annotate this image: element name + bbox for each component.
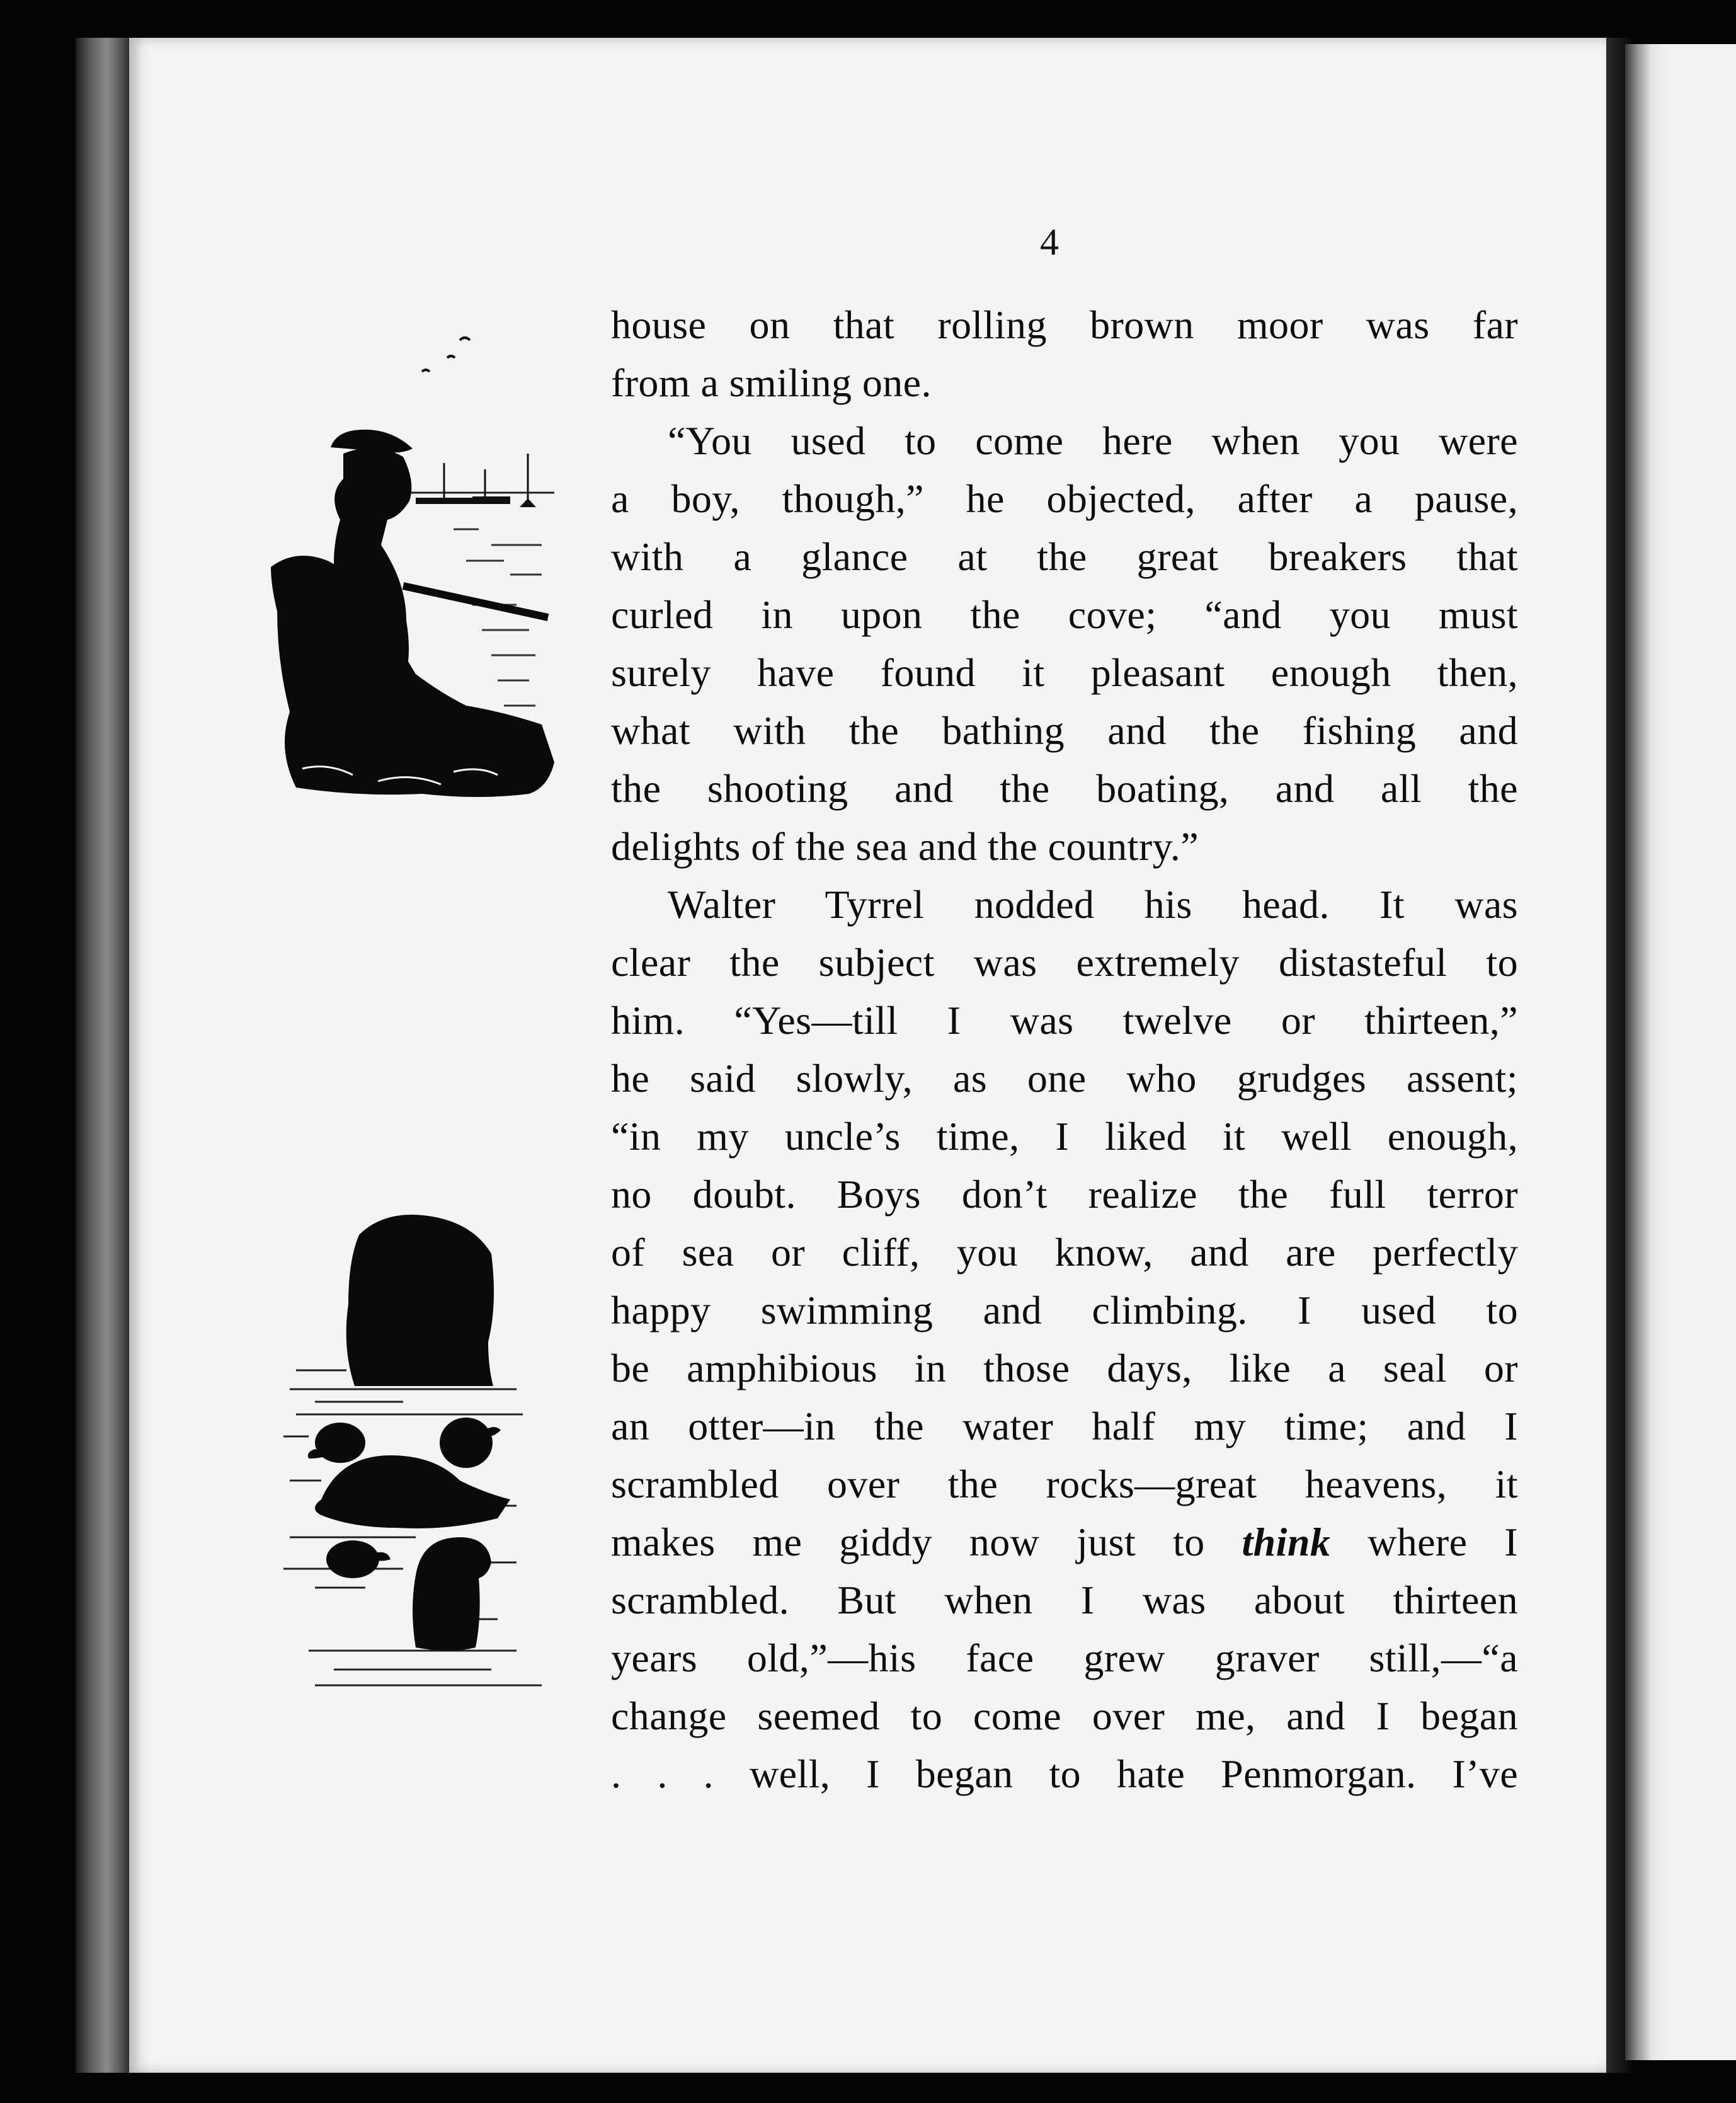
text-line: delights of the sea and the country.” — [611, 824, 1199, 869]
seals-silhouette-icon — [277, 1210, 542, 1701]
text-line: scrambled over the rocks—great heavens, it — [611, 1462, 1518, 1506]
text-line-with-emphasis — [611, 1513, 1518, 1571]
text-line: surely have found it pleasant enough then, — [611, 650, 1518, 695]
boy-fishing-silhouette-icon — [265, 328, 567, 832]
next-page-edge — [1625, 44, 1669, 2060]
text-line: change seemed to come over me, and I began — [611, 1693, 1518, 1738]
text-line: he said slowly, as one who grudges assent; — [611, 1056, 1518, 1101]
next-page-margin — [1669, 44, 1736, 2060]
text-line: happy swimming and climbing. I used to — [611, 1288, 1518, 1332]
text-line: . . . well, I began to hate Penmorgan. I’ve — [611, 1751, 1518, 1796]
text-line: clear the subject was extremely distasteful to — [611, 940, 1518, 985]
text-line: what with the bathing and the fishing and — [611, 708, 1518, 753]
book-spine — [76, 38, 132, 2073]
text-line: “in my uncle’s time, I liked it well enough, — [611, 1114, 1518, 1159]
text-line: house on that rolling brown moor was far — [611, 302, 1518, 347]
text-fragment: where I — [1368, 1520, 1518, 1564]
text-line: years old,”—his face grew graver still,—“a — [611, 1636, 1518, 1680]
text-line: with a glance at the great breakers that — [611, 534, 1518, 579]
text-line: a boy, though,” he objected, after a pause, — [611, 476, 1518, 521]
text-line: an otter—in the water half my time; and I — [611, 1404, 1518, 1448]
text-line: scrambled. But when I was about thirteen — [611, 1578, 1518, 1622]
text-line: from a smiling one. — [611, 360, 932, 405]
text-line: curled in upon the cove; “and you must — [611, 592, 1518, 637]
text-line: Walter Tyrrel nodded his head. It was — [668, 882, 1518, 927]
text-line: no doubt. Boys don’t realize the full terror — [611, 1172, 1518, 1217]
emphasized-word: think — [1242, 1520, 1331, 1564]
page-text — [611, 296, 1518, 1803]
text-line: the shooting and the boating, and all the — [611, 766, 1518, 811]
text-line: him. “Yes—till I was twelve or thirteen,” — [611, 998, 1518, 1043]
text-line: be amphibious in those days, like a seal or — [611, 1346, 1518, 1390]
page-number: 4 — [1040, 221, 1059, 263]
text-line: of sea or cliff, you know, and are perfectly — [611, 1230, 1518, 1275]
text-fragment: makes me giddy now just to — [611, 1520, 1205, 1564]
text-line: “You used to come here when you were — [668, 418, 1518, 463]
